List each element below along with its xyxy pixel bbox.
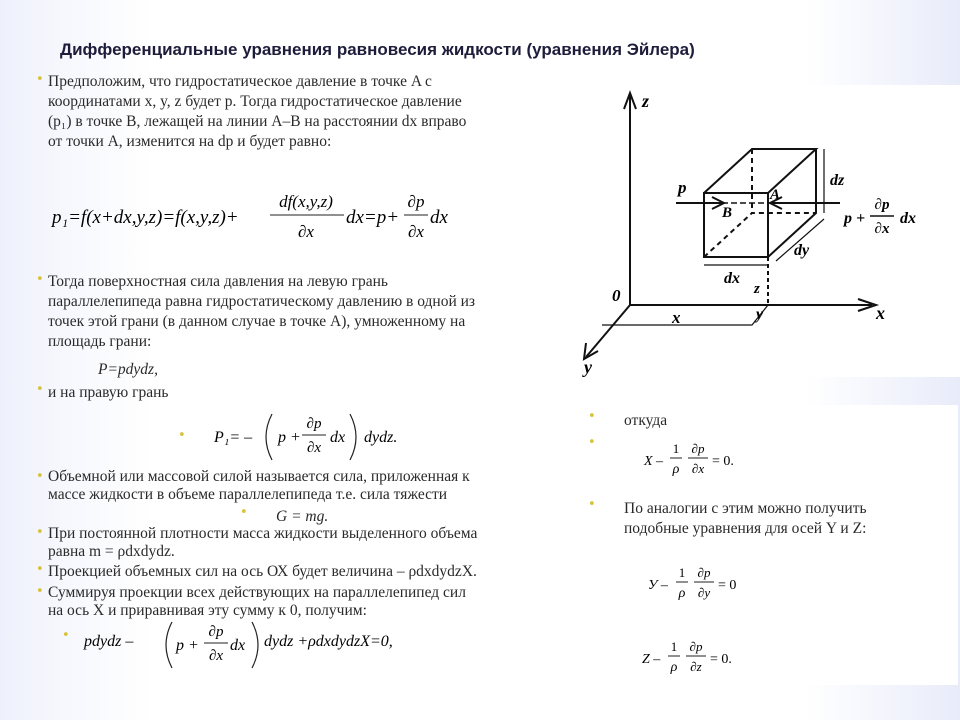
bullet-icon: • — [36, 469, 44, 484]
diagram-svg — [572, 85, 960, 377]
parallelepiped-diagram — [572, 85, 960, 377]
mass-paragraph — [48, 468, 578, 504]
label-A: A — [770, 187, 781, 203]
eq1-lhs: p₁=f(x+dx,y,z)=f(x,y,z)+ — [52, 207, 239, 228]
bullet-icon: • — [36, 72, 44, 87]
eq1-frac2-num: ∂p — [407, 192, 425, 211]
label-dy: dy — [794, 242, 810, 259]
analog-line: подобные уравнения для осей Y и Z: — [624, 520, 867, 537]
page-title: Дифференциальные уравнения равновесия жидкости (уравнения Эйлера) — [60, 40, 695, 59]
right-face-text: и на правую грань — [48, 384, 169, 401]
equation-z — [638, 637, 758, 681]
intro-line: (p₁) в точке B, лежащей на линии A–B на расстоянии dx вправо — [48, 113, 467, 130]
equation-G: G = mg. — [276, 508, 329, 525]
eqp1-p: p + — [278, 429, 301, 446]
bullet-icon: • — [240, 505, 248, 520]
eqy-num: 1 — [678, 565, 686, 580]
intro-line: от точки A, изменится на dp и будет равно: — [48, 133, 332, 150]
label-dx: dx — [724, 270, 740, 287]
eqy-dden: ∂y — [697, 585, 711, 600]
eqy-rhs: = 0 — [718, 578, 737, 593]
eqy-dnum: ∂p — [697, 565, 711, 580]
equation-p1 — [48, 185, 468, 245]
eqx-lhs: X – — [644, 454, 664, 469]
equation-y — [644, 563, 764, 607]
label-z: z — [642, 91, 650, 111]
eqsum-p: p + — [176, 637, 199, 654]
eqp1-dx: dx — [330, 429, 346, 446]
label-origin: 0 — [612, 286, 621, 305]
eqy-lhs: У – — [648, 578, 668, 593]
analog-paragraph — [624, 499, 954, 539]
eq1-frac1-num: df(x,y,z) — [279, 192, 333, 211]
eqsum-den: ∂x — [208, 648, 224, 664]
right-paren-icon — [350, 414, 356, 460]
mass-line: Объемной или массовой силой называется сила, приложенная к — [48, 468, 470, 485]
surface-line: параллелепипеда равна гидростатическому давлению в одной из — [48, 293, 476, 310]
sum-line: Суммируя проекции всех действующих на параллелепипед сил — [48, 584, 466, 601]
bullet-icon: • — [36, 382, 44, 397]
eqz-dnum: ∂p — [689, 639, 703, 654]
eqy-den: ρ — [678, 586, 686, 601]
label-z-dim: z — [754, 281, 760, 297]
eqp1-tail: dydz. — [364, 429, 398, 446]
label-y-dim: y — [756, 306, 764, 323]
surface-line: точек этой грани (в данном случае в точке А), умноженному на — [48, 313, 466, 330]
eqz-rhs: = 0. — [710, 652, 732, 667]
bullet-icon: • — [588, 409, 596, 424]
analog-line: По аналогии с этим можно получить — [624, 500, 867, 517]
equation-x — [640, 439, 760, 483]
y-axis — [586, 305, 630, 357]
label-x-dim: x — [672, 308, 681, 327]
otkuda-text: откуда — [624, 412, 668, 429]
density-paragraph — [48, 525, 578, 561]
eq1-frac1-den: ∂x — [298, 222, 314, 241]
label-dz: dz — [830, 172, 845, 189]
bullet-icon: • — [36, 525, 44, 540]
label-p: p — [678, 178, 687, 197]
sum-paragraph — [48, 584, 578, 620]
intro-line: координатами x, y, z будет p. Тогда гидростатическое давление — [48, 93, 462, 110]
eq1-mid: dx=p+ — [346, 207, 400, 228]
label-rhs-p: p + — [844, 210, 866, 227]
box-top-face — [704, 149, 816, 193]
bullet-icon: • — [36, 584, 44, 599]
eqz-num: 1 — [670, 639, 678, 654]
eqsum-dx: dx — [230, 637, 246, 654]
right-paren-icon — [252, 622, 258, 668]
eqx-dnum: ∂p — [691, 441, 705, 456]
surface-line: Тогда поверхностная сила давления на левую грань — [48, 273, 388, 290]
eqx-rhs: = 0. — [712, 454, 734, 469]
eq1-tail: dx — [430, 207, 448, 228]
eqx-den: ρ — [672, 462, 680, 477]
eqz-dden: ∂z — [690, 659, 702, 674]
eqsum-lhs: pdydz – — [84, 633, 134, 650]
left-paren-icon — [166, 622, 172, 668]
eqz-lhs: Z – — [642, 652, 661, 667]
eqp1-den: ∂x — [306, 440, 322, 456]
bullet-icon: • — [62, 628, 70, 643]
equation-P1 — [210, 408, 430, 466]
density-line: При постоянной плотности масса жидкости выделенного объема — [48, 525, 478, 542]
eqsum-num: ∂p — [208, 624, 224, 640]
sum-line: на ось X и приравнивая эту сумму к 0, получим: — [48, 602, 367, 619]
equation-sum — [80, 618, 440, 676]
bullet-icon: • — [588, 497, 596, 512]
label-B: B — [722, 205, 733, 221]
eq1-frac2-den: ∂x — [408, 222, 424, 241]
mass-line: массе жидкости в объеме параллелепипеда т.е. сила тяжести — [48, 486, 448, 503]
bullet-icon: • — [178, 428, 186, 443]
right-panel — [578, 405, 958, 685]
eqp1-num: ∂p — [306, 416, 322, 432]
surface-line: площадь грани: — [48, 333, 152, 350]
label-x-axis: x — [876, 303, 885, 323]
label-y: y — [584, 357, 592, 377]
eqx-dden: ∂x — [691, 461, 705, 476]
bullet-icon: • — [588, 435, 596, 450]
eqsum-tail: dydz +ρdxdydzX=0, — [264, 633, 393, 650]
eqp1-lhs: P₁= – — [214, 429, 253, 446]
left-paren-icon — [266, 414, 272, 460]
label-rhs-num: ∂p — [874, 197, 890, 213]
surface-paragraph — [48, 272, 573, 352]
equation-P: P=pdydz, — [98, 361, 158, 378]
intro-line: Предположим, что гидростатическое давление в точке A с — [48, 73, 432, 90]
eqx-num: 1 — [672, 441, 680, 456]
eqz-den: ρ — [670, 660, 678, 675]
bullet-icon: • — [36, 562, 44, 577]
label-rhs-den: ∂x — [874, 221, 890, 237]
intro-paragraph — [48, 72, 568, 152]
bullet-icon: • — [36, 272, 44, 287]
density-line: равна m = ρdxdydz. — [48, 543, 175, 560]
projection-text: Проекцией объемных сил на ось ОХ будет величина – ρdxdydzX. — [48, 563, 477, 580]
label-rhs-dx: dx — [900, 210, 916, 227]
